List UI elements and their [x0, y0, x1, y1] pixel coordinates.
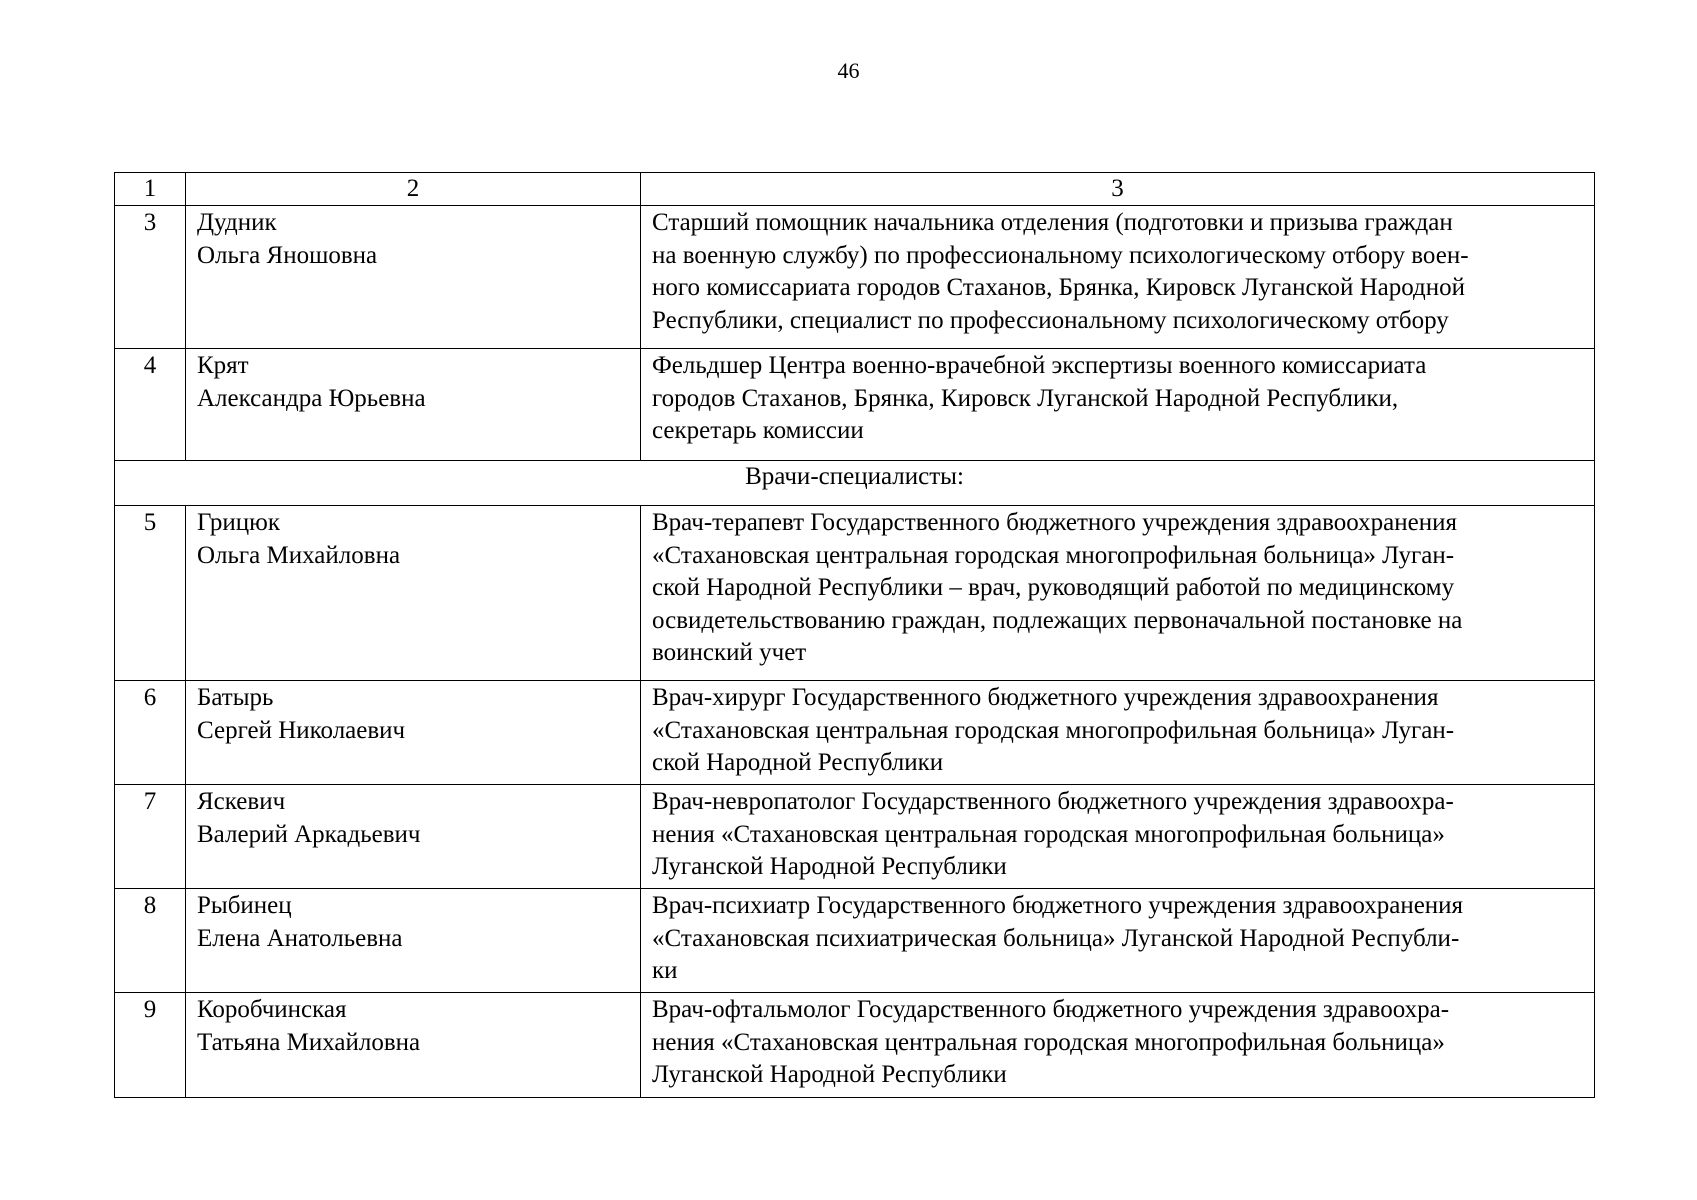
person-name	[186, 506, 641, 681]
person-name	[186, 681, 641, 785]
position-description	[641, 506, 1595, 681]
column-header-number: 1	[115, 173, 186, 206]
column-header-position: 3	[641, 173, 1595, 206]
surname: Дудник	[197, 209, 277, 236]
table-row	[115, 993, 1595, 1098]
position-line: Фельдшер Центра военно-врачебной экспертизы военного комиссариата	[652, 352, 1427, 379]
surname: Рыбинец	[197, 892, 292, 919]
given-name: Сергей Николаевич	[197, 716, 406, 744]
row-number: 7	[115, 785, 186, 889]
surname: Коробчинская	[197, 996, 347, 1023]
position-line: ного комиссариата городов Стаханов, Брянка, Кировск Луганской Народной	[652, 274, 1466, 301]
position-line: Врач-офтальмолог Государственного бюджетного учреждения здравоохра-	[652, 996, 1450, 1023]
position-line: Врач-терапевт Государственного бюджетного учреждения здравоохранения	[652, 509, 1458, 536]
position-line: секретарь комиссии	[652, 417, 864, 444]
position-line: ки	[652, 957, 678, 984]
position-line: на военную службу) по профессиональному психологическому отбору воен-	[652, 241, 1469, 269]
table-row	[115, 206, 1595, 349]
row-number: 3	[115, 206, 186, 349]
row-number: 9	[115, 993, 186, 1098]
position-description	[641, 681, 1595, 785]
person-name	[186, 785, 641, 889]
header-row	[115, 173, 1595, 206]
given-name: Татьяна Михайловна	[197, 1028, 421, 1056]
position-line: воинский учет	[652, 639, 807, 666]
person-name	[186, 349, 641, 461]
table-row	[115, 506, 1595, 681]
surname: Батырь	[197, 684, 274, 711]
table-row	[115, 349, 1595, 461]
person-name	[186, 889, 641, 993]
commission-table	[114, 172, 1595, 1098]
row-number: 6	[115, 681, 186, 785]
surname: Грицюк	[197, 509, 280, 536]
table-row	[115, 889, 1595, 993]
given-name: Валерий Аркадьевич	[197, 820, 421, 848]
page-number: 46	[837, 58, 860, 83]
position-description	[641, 785, 1595, 889]
given-name: Елена Анатольевна	[197, 924, 403, 952]
position-line: нения «Стахановская центральная городская многопрофильная больница»	[652, 1028, 1445, 1056]
position-line: ской Народной Республики – врач, руководящий работой по медицинскому	[652, 574, 1455, 601]
row-number: 8	[115, 889, 186, 993]
position-line: ской Народной Республики	[652, 749, 944, 776]
given-name: Ольга Яношовна	[197, 241, 378, 269]
position-line: «Стахановская центральная городская многопрофильная больница» Луган-	[652, 541, 1455, 569]
position-line: Старший помощник начальника отделения (подготовки и призыва граждан	[652, 209, 1453, 236]
row-number: 5	[115, 506, 186, 681]
position-line: Врач-невропатолог Государственного бюджетного учреждения здравоохра-	[652, 788, 1454, 815]
section-title: Врачи-специалисты:	[115, 461, 1595, 506]
surname: Яскевич	[197, 788, 286, 815]
given-name: Александра Юрьевна	[197, 384, 426, 412]
surname: Крят	[197, 352, 249, 379]
position-description	[641, 889, 1595, 993]
section-row	[115, 461, 1595, 506]
position-line: «Стахановская психиатрическая больница» Луганской Народной Республи-	[652, 924, 1460, 952]
position-description	[641, 993, 1595, 1098]
column-header-name: 2	[186, 173, 641, 206]
position-line: Республики, специалист по профессиональному психологическому отбору	[652, 306, 1449, 334]
position-line: Луганской Народной Республики	[652, 853, 1007, 880]
position-line: Врач-хирург Государственного бюджетного учреждения здравоохранения	[652, 684, 1439, 711]
table-row	[115, 785, 1595, 889]
position-line: «Стахановская центральная городская многопрофильная больница» Луган-	[652, 716, 1455, 744]
position-line: городов Стаханов, Брянка, Кировск Луганской Народной Республики,	[652, 384, 1399, 412]
position-line: Врач-психиатр Государственного бюджетного учреждения здравоохранения	[652, 892, 1464, 919]
position-description	[641, 349, 1595, 461]
table-row	[115, 681, 1595, 785]
person-name	[186, 206, 641, 349]
position-line: Луганской Народной Республики	[652, 1061, 1007, 1088]
position-line: нения «Стахановская центральная городская многопрофильная больница»	[652, 820, 1445, 848]
row-number: 4	[115, 349, 186, 461]
position-line: освидетельствованию граждан, подлежащих первоначальной постановке на	[652, 606, 1463, 634]
position-description	[641, 206, 1595, 349]
given-name: Ольга Михайловна	[197, 541, 401, 569]
person-name	[186, 993, 641, 1098]
